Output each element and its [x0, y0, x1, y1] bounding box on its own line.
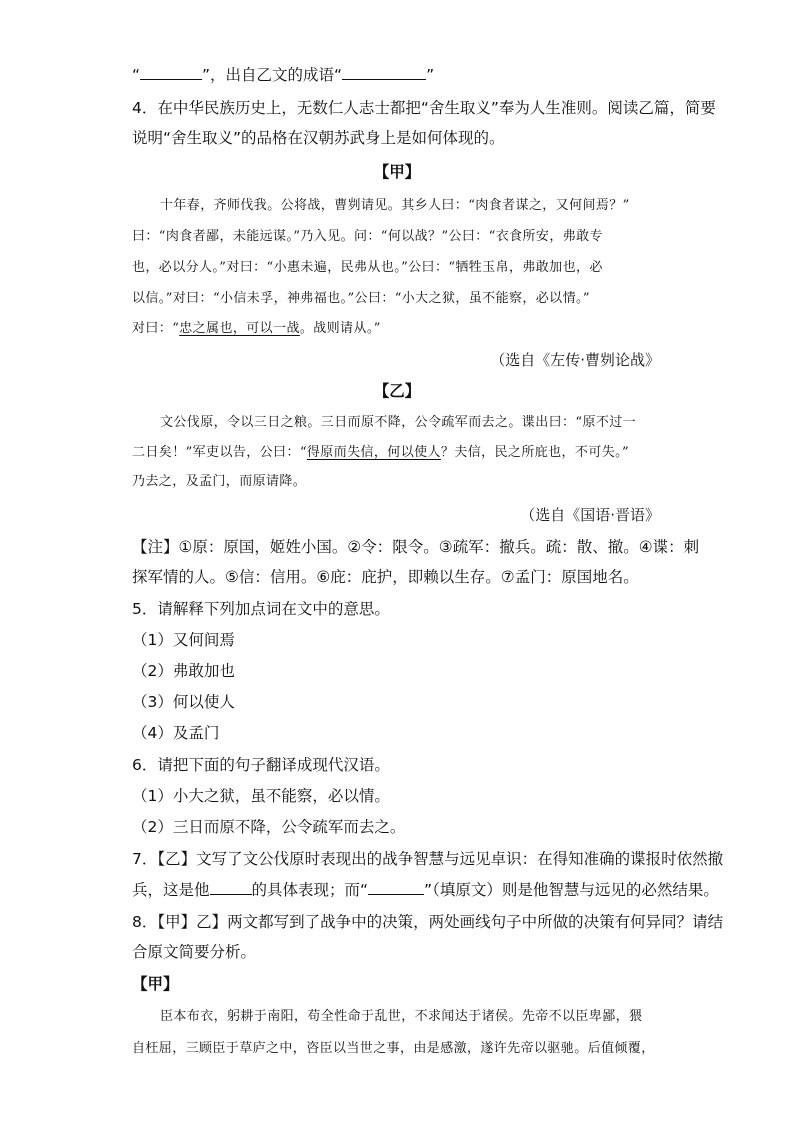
yi-heading: 【乙】: [373, 382, 421, 400]
q6-item-2: （2）三日而原不降，公令疏军而去之。: [132, 818, 406, 836]
answer-blank: [140, 65, 202, 80]
q5-item-4: （4）及孟门: [132, 724, 220, 742]
jia2-line-2: 自枉屈，三顾臣于草庐之中，咨臣以当世之事，由是感激，遂许先帝以驱驰。后值倾覆，: [132, 1041, 655, 1056]
jia-line-4: 以信。”对曰：“小信未孚，神弗福也。”公曰：“小大之狱，虽不能察，必以情。”: [132, 291, 590, 306]
note-line-2: 探军情的人。⑤信：信用。⑥庇：庇护，即赖以生存。⑦孟门：原国地名。: [132, 568, 639, 586]
jia-heading: 【甲】: [373, 163, 421, 181]
q4-line-2: 说明“舍生取义”的品格在汉朝苏武身上是如何体现的。: [132, 129, 505, 147]
yi-source: （选自《国语·晋语》: [520, 506, 660, 524]
q7-line-2: 兵，这是他 的具体表现；而“ ”（填原文）则是他智慧与远见的必然结果。: [132, 881, 719, 899]
yi-line-3: 乃去之，及孟门，而原请降。: [132, 474, 307, 489]
note-line-1: 【注】①原：原国，姬姓小国。②令：限令。③疏军：撤兵。疏：散、撤。④谍：刺: [132, 538, 700, 556]
jia-line-2: 曰：“肉食者鄙，未能远谋。”乃入见。问：“何以战？”公曰：“衣食所安，弗敢专: [132, 229, 603, 244]
q5-item-3: （3）何以使人: [132, 693, 235, 711]
q3-tail: “ ”，出自乙文的成语“ ”: [132, 66, 435, 84]
q6-item-1: （1）小大之狱，虽不能察，必以情。: [132, 787, 390, 805]
q5-stem: 5．请解释下列加点词在文中的意思。: [132, 600, 390, 618]
jia2-line-1: 臣本布衣，躬耕于南阳，苟全性命于乱世，不求闻达于诸侯。先帝不以臣卑鄙，猥: [160, 1009, 643, 1024]
answer-blank: [210, 880, 252, 895]
q5-item-2: （2）弗敢加也: [132, 662, 235, 680]
underlined-sentence: 忠之属也，可以一战: [179, 321, 300, 336]
answer-blank: [368, 880, 424, 895]
q8-line-2: 合原文简要分析。: [132, 943, 257, 961]
q8-line-1: 8．【甲】乙】两文都写到了战争中的决策，两处画线句子中所做的决策有何异同？请结: [132, 913, 724, 931]
q4-line-1: 4．在中华民族历史上，无数仁人志士都把“舍生取义”奉为人生准则。阅读乙篇，简要: [132, 99, 716, 117]
q6-stem: 6．请把下面的句子翻译成现代汉语。: [132, 756, 390, 774]
jia2-heading: 【甲】: [132, 975, 179, 993]
q5-item-1: （1）又何间焉: [132, 631, 235, 649]
jia-line-1: 十年春，齐师伐我。公将战，曹刿请见。其乡人曰：“肉食者谋之，又何间焉？”: [160, 198, 630, 213]
yi-line-1: 文公伐原，令以三日之粮。三日而原不降，公令疏军而去之。谍出曰：“原不过一: [160, 415, 637, 430]
answer-blank: [342, 65, 426, 80]
q7-line-1: 7．【乙】文写了文公伐原时表现出的战争智慧与远见卓识：在得知准确的谍报时依然撤: [132, 850, 724, 868]
jia-source: （选自《左传·曹刿论战》: [490, 351, 660, 369]
underlined-sentence: 得原而失信，何以使人: [306, 445, 441, 460]
jia-line-3: 也，必以分人。”对曰：“小惠未遍，民弗从也。”公曰：“牺牲玉帛，弗敢加也，必: [132, 260, 603, 275]
jia-line-5: 对曰：“忠之属也，可以一战。战则请从。”: [132, 321, 381, 336]
yi-line-2: 二日矣！”军吏以告，公曰：“得原而失信，何以使人？夫信，民之所庇也，不可失。”: [132, 445, 630, 460]
